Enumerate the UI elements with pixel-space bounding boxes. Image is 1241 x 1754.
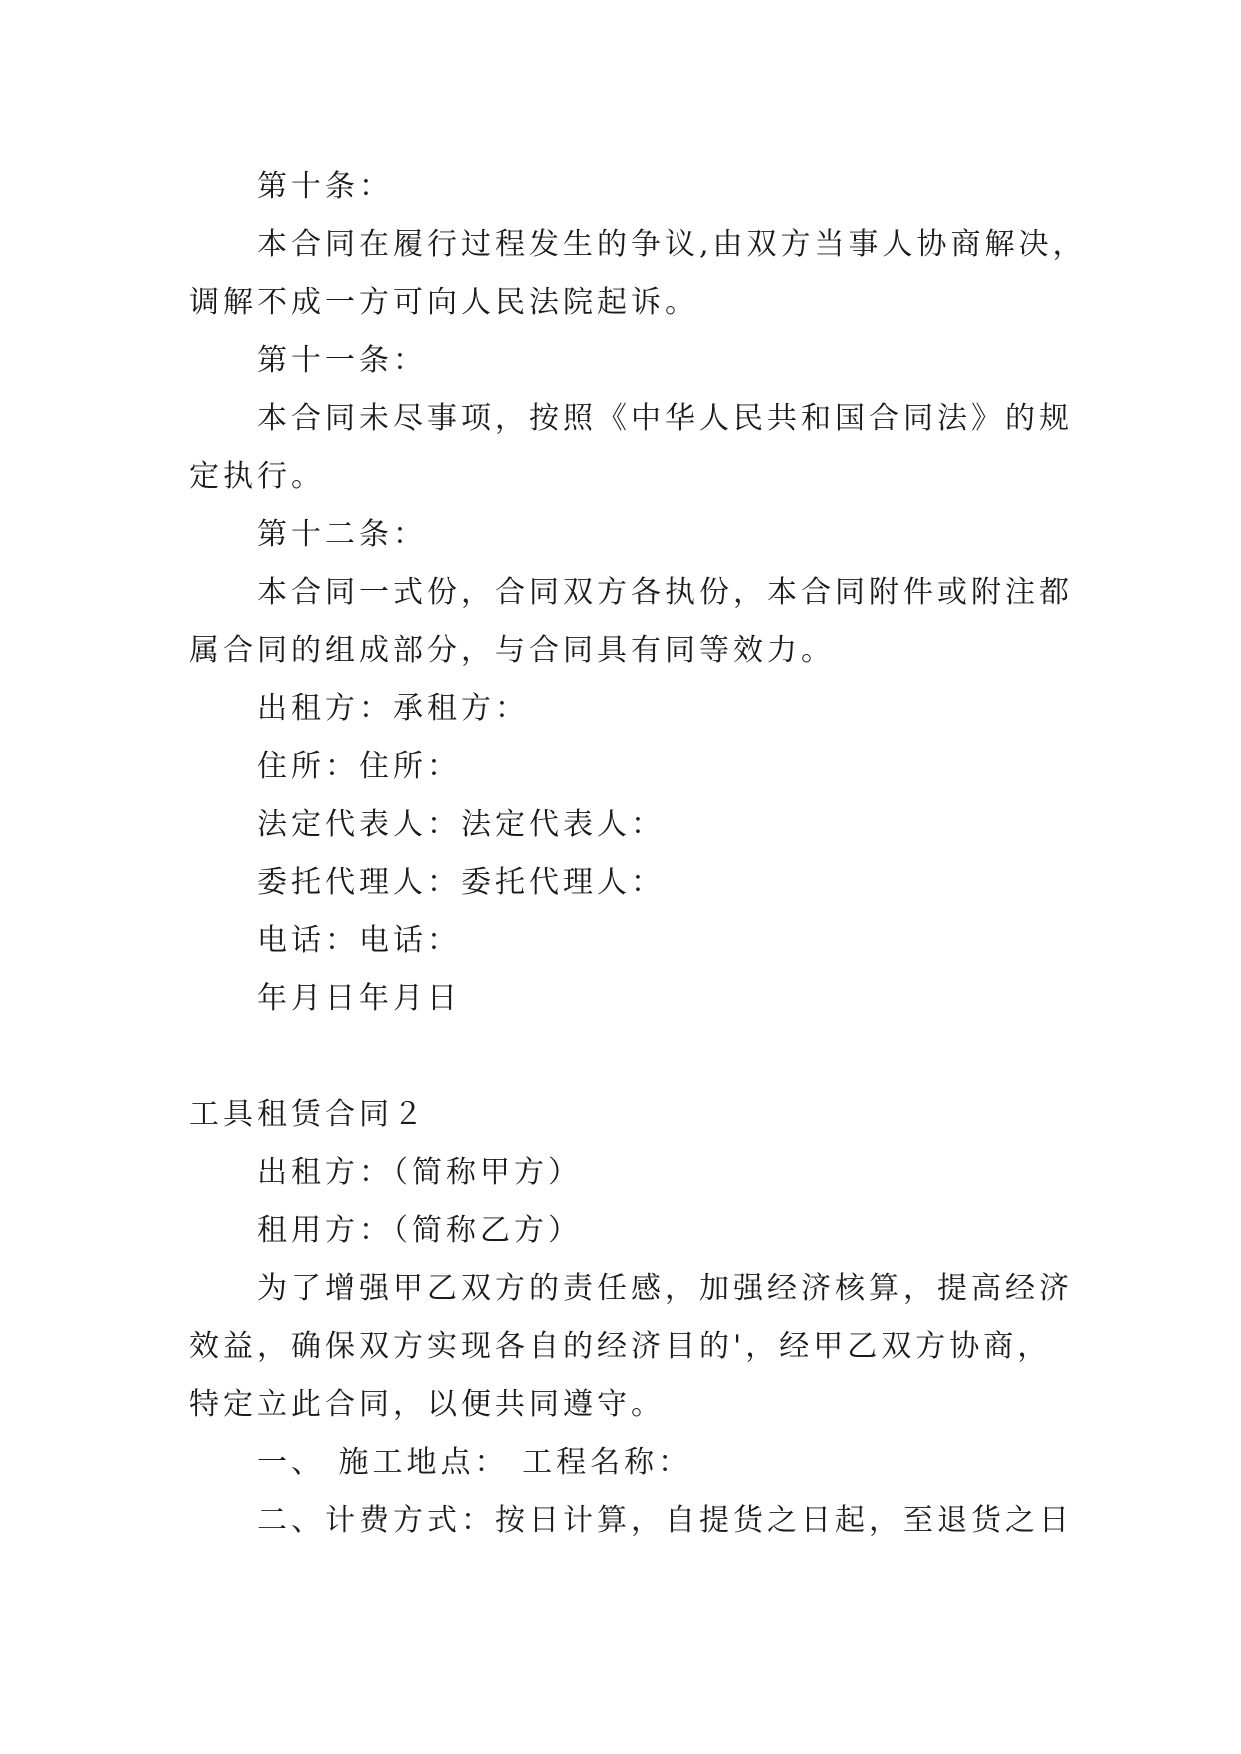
article-11-text-line-2: 定执行。 [189,459,325,494]
article-10-text-line-2: 调解不成一方可向人民法院起诉。 [189,285,699,320]
party-a-line: 出租方：（简称甲方） [257,1155,582,1190]
article-10-text-line-1: 本合同在履行过程发生的争议,由双方当事人协商解决， [257,227,1087,262]
signature-date: 年月日年月日 [257,981,461,1016]
signature-agent: 委托代理人：委托代理人： [257,865,665,900]
clause-2-billing: 二、计费方式：按日计算，自提货之日起，至退货之日 [257,1503,1073,1538]
article-12-text-line-1: 本合同一式份，合同双方各执份，本合同附件或附注都 [257,575,1073,610]
preamble-line-2: 效益，确保双方实现各自的经济目的'，经甲乙双方协商， [189,1329,1052,1364]
signature-address: 住所：住所： [257,749,461,784]
article-12-heading: 第十二条： [257,517,427,552]
contract-2-title: 工具租赁合同２ [189,1097,427,1132]
preamble-line-1: 为了增强甲乙双方的责任感，加强经济核算，提高经济 [257,1271,1073,1306]
preamble-line-3: 特定立此合同，以便共同遵守。 [189,1387,665,1422]
article-11-heading: 第十一条： [257,343,427,378]
signature-legal-representative: 法定代表人：法定代表人： [257,807,665,842]
signature-lessor-lessee: 出租方：承租方： [257,691,529,726]
article-10-heading: 第十条： [257,169,393,204]
party-b-line: 租用方：（简称乙方） [257,1213,582,1248]
signature-phone: 电话：电话： [257,923,461,958]
article-11-text-line-1: 本合同未尽事项，按照《中华人民共和国合同法》的规 [257,401,1073,436]
article-12-text-line-2: 属合同的组成部分，与合同具有同等效力。 [189,633,835,668]
clause-1-site: 一、 施工地点： 工程名称： [257,1445,693,1480]
